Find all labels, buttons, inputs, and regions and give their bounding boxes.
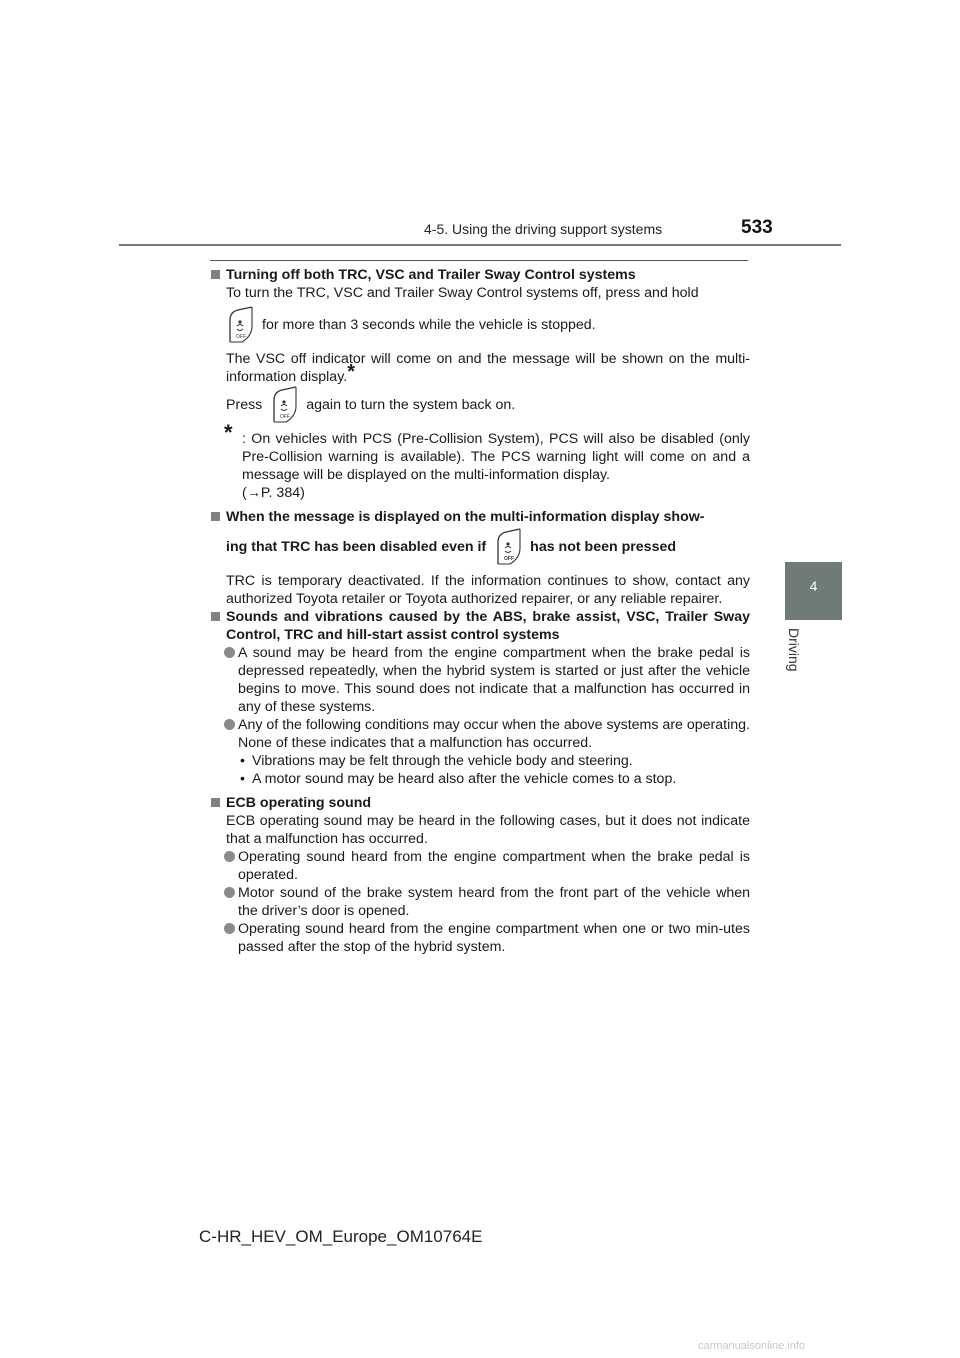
heading-text: When the message is displayed on the multi-information display show- [226,509,705,525]
page-reference: (→P. 384) [242,485,305,501]
paragraph-text: for more than 3 seconds while the vehicle is stopped. [262,317,596,333]
list-item [210,716,750,752]
list-item [210,920,750,956]
section-heading [210,508,750,526]
square-marker-icon [211,512,220,521]
bullet-icon [224,647,235,658]
footnote-marker: * [347,361,355,383]
page-content [210,266,750,956]
bullet-icon [224,719,235,730]
list-item [210,848,750,884]
vsc-off-switch-icon [270,386,300,424]
list-item-text: Motor sound of the brake system heard from the front part of the vehicle when the driver’s door is opened. [238,885,750,919]
page-number: 533 [741,217,773,238]
paragraph-text: The VSC off indicator will come on and the message will be shown on the multi-information display. [226,351,750,385]
square-marker-icon [211,612,220,621]
list-item [210,644,750,716]
list-item [210,884,750,920]
sub-bullet-icon: • [240,771,245,787]
sub-list-item [210,770,750,788]
square-marker-icon [211,798,220,807]
paragraph: TRC is temporary deactivated. If the information continues to show, contact any authorized Toyota retailer or Toyota authorized repairer, or any reliable repairer. [226,573,750,607]
section-heading [210,266,750,284]
document-code: C-HR_HEV_OM_Europe_OM10764E [199,1227,483,1246]
svg-text:OFF: OFF [280,414,291,420]
heading-text: ECB operating sound [226,795,372,811]
sub-bullet-icon: • [240,753,245,769]
paragraph-text: Press [226,397,263,413]
heading-with-icon [210,528,750,566]
footnote-text: : On vehicles with PCS (Pre-Collision System), PCS will also be disabled (only Pre-Collision warning is available). The PCS warning light will come on and a message will be displayed on the multi-information display. [242,431,750,483]
heading-text: Sounds and vibrations caused by the ABS, brake assist, VSC, Trailer Sway Control, TRC and hill-start assist control systems [226,609,750,643]
list-item-text: Operating sound heard from the engine compartment when one or two min-utes passed after the stop of the hybrid system. [238,921,750,955]
section-heading [210,794,750,812]
bullet-icon [224,851,235,862]
chapter-label: Driving [786,628,802,672]
vsc-off-switch-icon [494,528,524,566]
paragraph: To turn the TRC, VSC and Trailer Sway Control systems off, press and hold [226,285,699,301]
chapter-number: 4 [809,578,818,594]
svg-text:OFF: OFF [236,334,246,340]
paragraph-text: again to turn the system back on. [306,397,516,413]
heading-text: has not been pressed [530,539,677,555]
paragraph [210,350,750,386]
heading-text: ing that TRC has been disabled even if [226,539,487,555]
heading-text: Turning off both TRC, VSC and Trailer Sway Control systems [226,267,636,283]
content-divider [210,260,748,261]
paragraph-with-icon [210,386,750,424]
header-divider [119,244,841,246]
bullet-icon [224,923,235,934]
sub-list-item-text: Vibrations may be felt through the vehicle body and steering. [252,753,633,769]
paragraph: ECB operating sound may be heard in the following cases, but it does not indicate that a malfunction has occurred. [226,813,750,847]
square-marker-icon [211,270,220,279]
sub-list-item [210,752,750,770]
section-heading [210,608,750,644]
chapter-tab [785,562,842,620]
sub-list-item-text: A motor sound may be heard also after the vehicle comes to a stop. [252,771,677,787]
bullet-icon [224,887,235,898]
vsc-off-switch-icon [226,306,256,344]
list-item-text: Any of the following conditions may occur when the above systems are operating. None of these indicates that a malfunction has occurred. [238,717,750,751]
watermark-text: carmanualsonline.info [698,1340,806,1352]
header-section-title: 4-5. Using the driving support systems [424,221,663,237]
svg-text:OFF: OFF [504,556,515,562]
list-item-text: Operating sound heard from the engine compartment when the brake pedal is operated. [238,849,750,883]
paragraph-with-icon [210,306,750,344]
list-item-text: A sound may be heard from the engine compartment when the brake pedal is depressed repeatedly, when the hybrid system is started or just after the vehicle begins to move. This sound does not indicate that a malfunction has occurred in any of these systems. [238,645,750,715]
footnote-marker: * [224,420,233,445]
footnote [210,420,750,502]
